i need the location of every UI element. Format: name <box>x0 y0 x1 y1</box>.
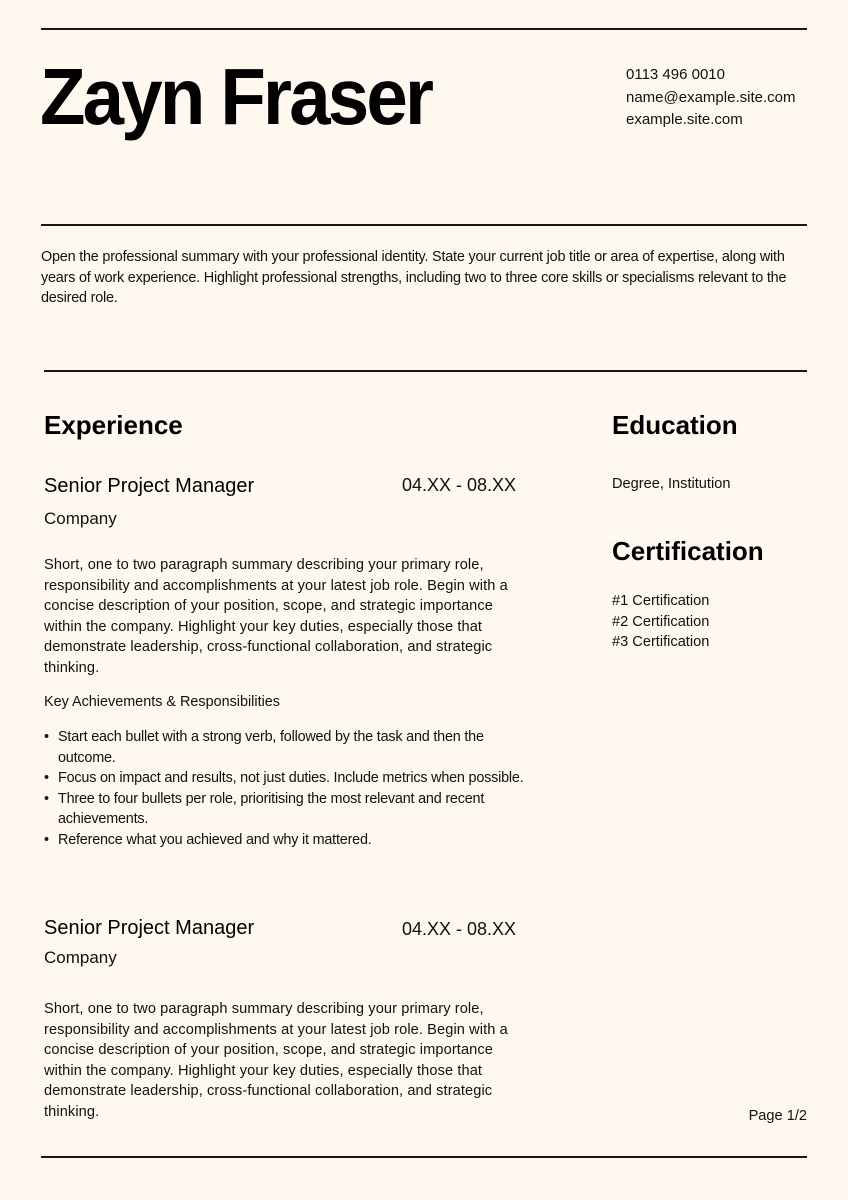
job-dates: 04.XX - 08.XX <box>402 475 517 495</box>
job-company: Company <box>44 948 117 967</box>
list-item <box>44 830 524 851</box>
bullet-icon: • <box>44 790 49 807</box>
education-heading: Education <box>612 410 738 440</box>
list-item <box>44 727 524 768</box>
divider-header-bottom <box>41 224 807 226</box>
bullet-text: Reference what you achieved and why it mattered. <box>58 831 372 848</box>
achievements-list <box>44 727 524 850</box>
bullet-icon: • <box>44 831 49 848</box>
contact-info <box>626 64 795 132</box>
bullet-text: Start each bullet with a strong verb, followed by the task and then the outcome. <box>58 729 484 766</box>
list-item <box>44 768 524 789</box>
certification-item: #1 Certification <box>612 593 710 609</box>
certification-item: #3 Certification <box>612 634 710 650</box>
education-degree: Degree, <box>612 476 664 492</box>
education-institution: Institution <box>667 476 731 492</box>
job-description: Short, one to two paragraph summary describing your primary role, responsibility and accomplishments at your latest job role. Begin with a concise description of your position, scope, and strategic importance within the company. Highlight your key duties, especially those that demonstrate leadership, cross-functional collaboration, and strategic thinking. <box>44 557 508 676</box>
divider-bottom <box>41 1156 807 1158</box>
bullet-text: Three to four bullets per role, prioritising the most relevant and recent achievements. <box>58 790 485 827</box>
education-entry <box>612 474 730 494</box>
job-title: Senior Project Manager <box>44 917 255 939</box>
job-description: Short, one to two paragraph summary describing your primary role, responsibility and accomplishments at your latest job role. Begin with a concise description of your position, scope, and strategic importance within the company. Highlight your key duties, especially those that demonstrate leadership, cross-functional collaboration, and strategic thinking. <box>44 1001 508 1120</box>
contact-website[interactable]: example.site.com <box>626 111 743 128</box>
certification-list <box>612 591 709 653</box>
divider-summary-bottom <box>44 370 807 372</box>
contact-email[interactable]: name@example.site.com <box>626 88 796 106</box>
bullet-icon: • <box>44 770 49 786</box>
job-dates: 04.XX - 08.XX <box>402 919 517 939</box>
page-number: Page 1/2 <box>748 1108 807 1124</box>
experience-heading: Experience <box>44 410 183 440</box>
professional-summary: Open the professional summary with your professional identity. State your current job title or area of expertise, along with years of work experience. Highlight professional strengths, including two to three core skills or specialisms relevant to the desired role. <box>41 249 787 306</box>
certification-item: #2 Certification <box>612 613 710 630</box>
bullet-icon: • <box>44 729 49 745</box>
divider-top <box>41 28 807 30</box>
bullet-text: Focus on impact and results, not just duties. Include metrics when possible. <box>58 770 524 786</box>
job-company: Company <box>44 509 117 528</box>
contact-phone: 0113 496 0010 <box>626 66 725 83</box>
certification-heading: Certification <box>612 536 764 566</box>
list-item <box>44 789 524 830</box>
job-title: Senior Project Manager <box>44 475 255 497</box>
candidate-name: Zayn Fraser <box>40 52 432 141</box>
key-achievements-title: Key Achievements & Responsibilities <box>44 694 280 710</box>
